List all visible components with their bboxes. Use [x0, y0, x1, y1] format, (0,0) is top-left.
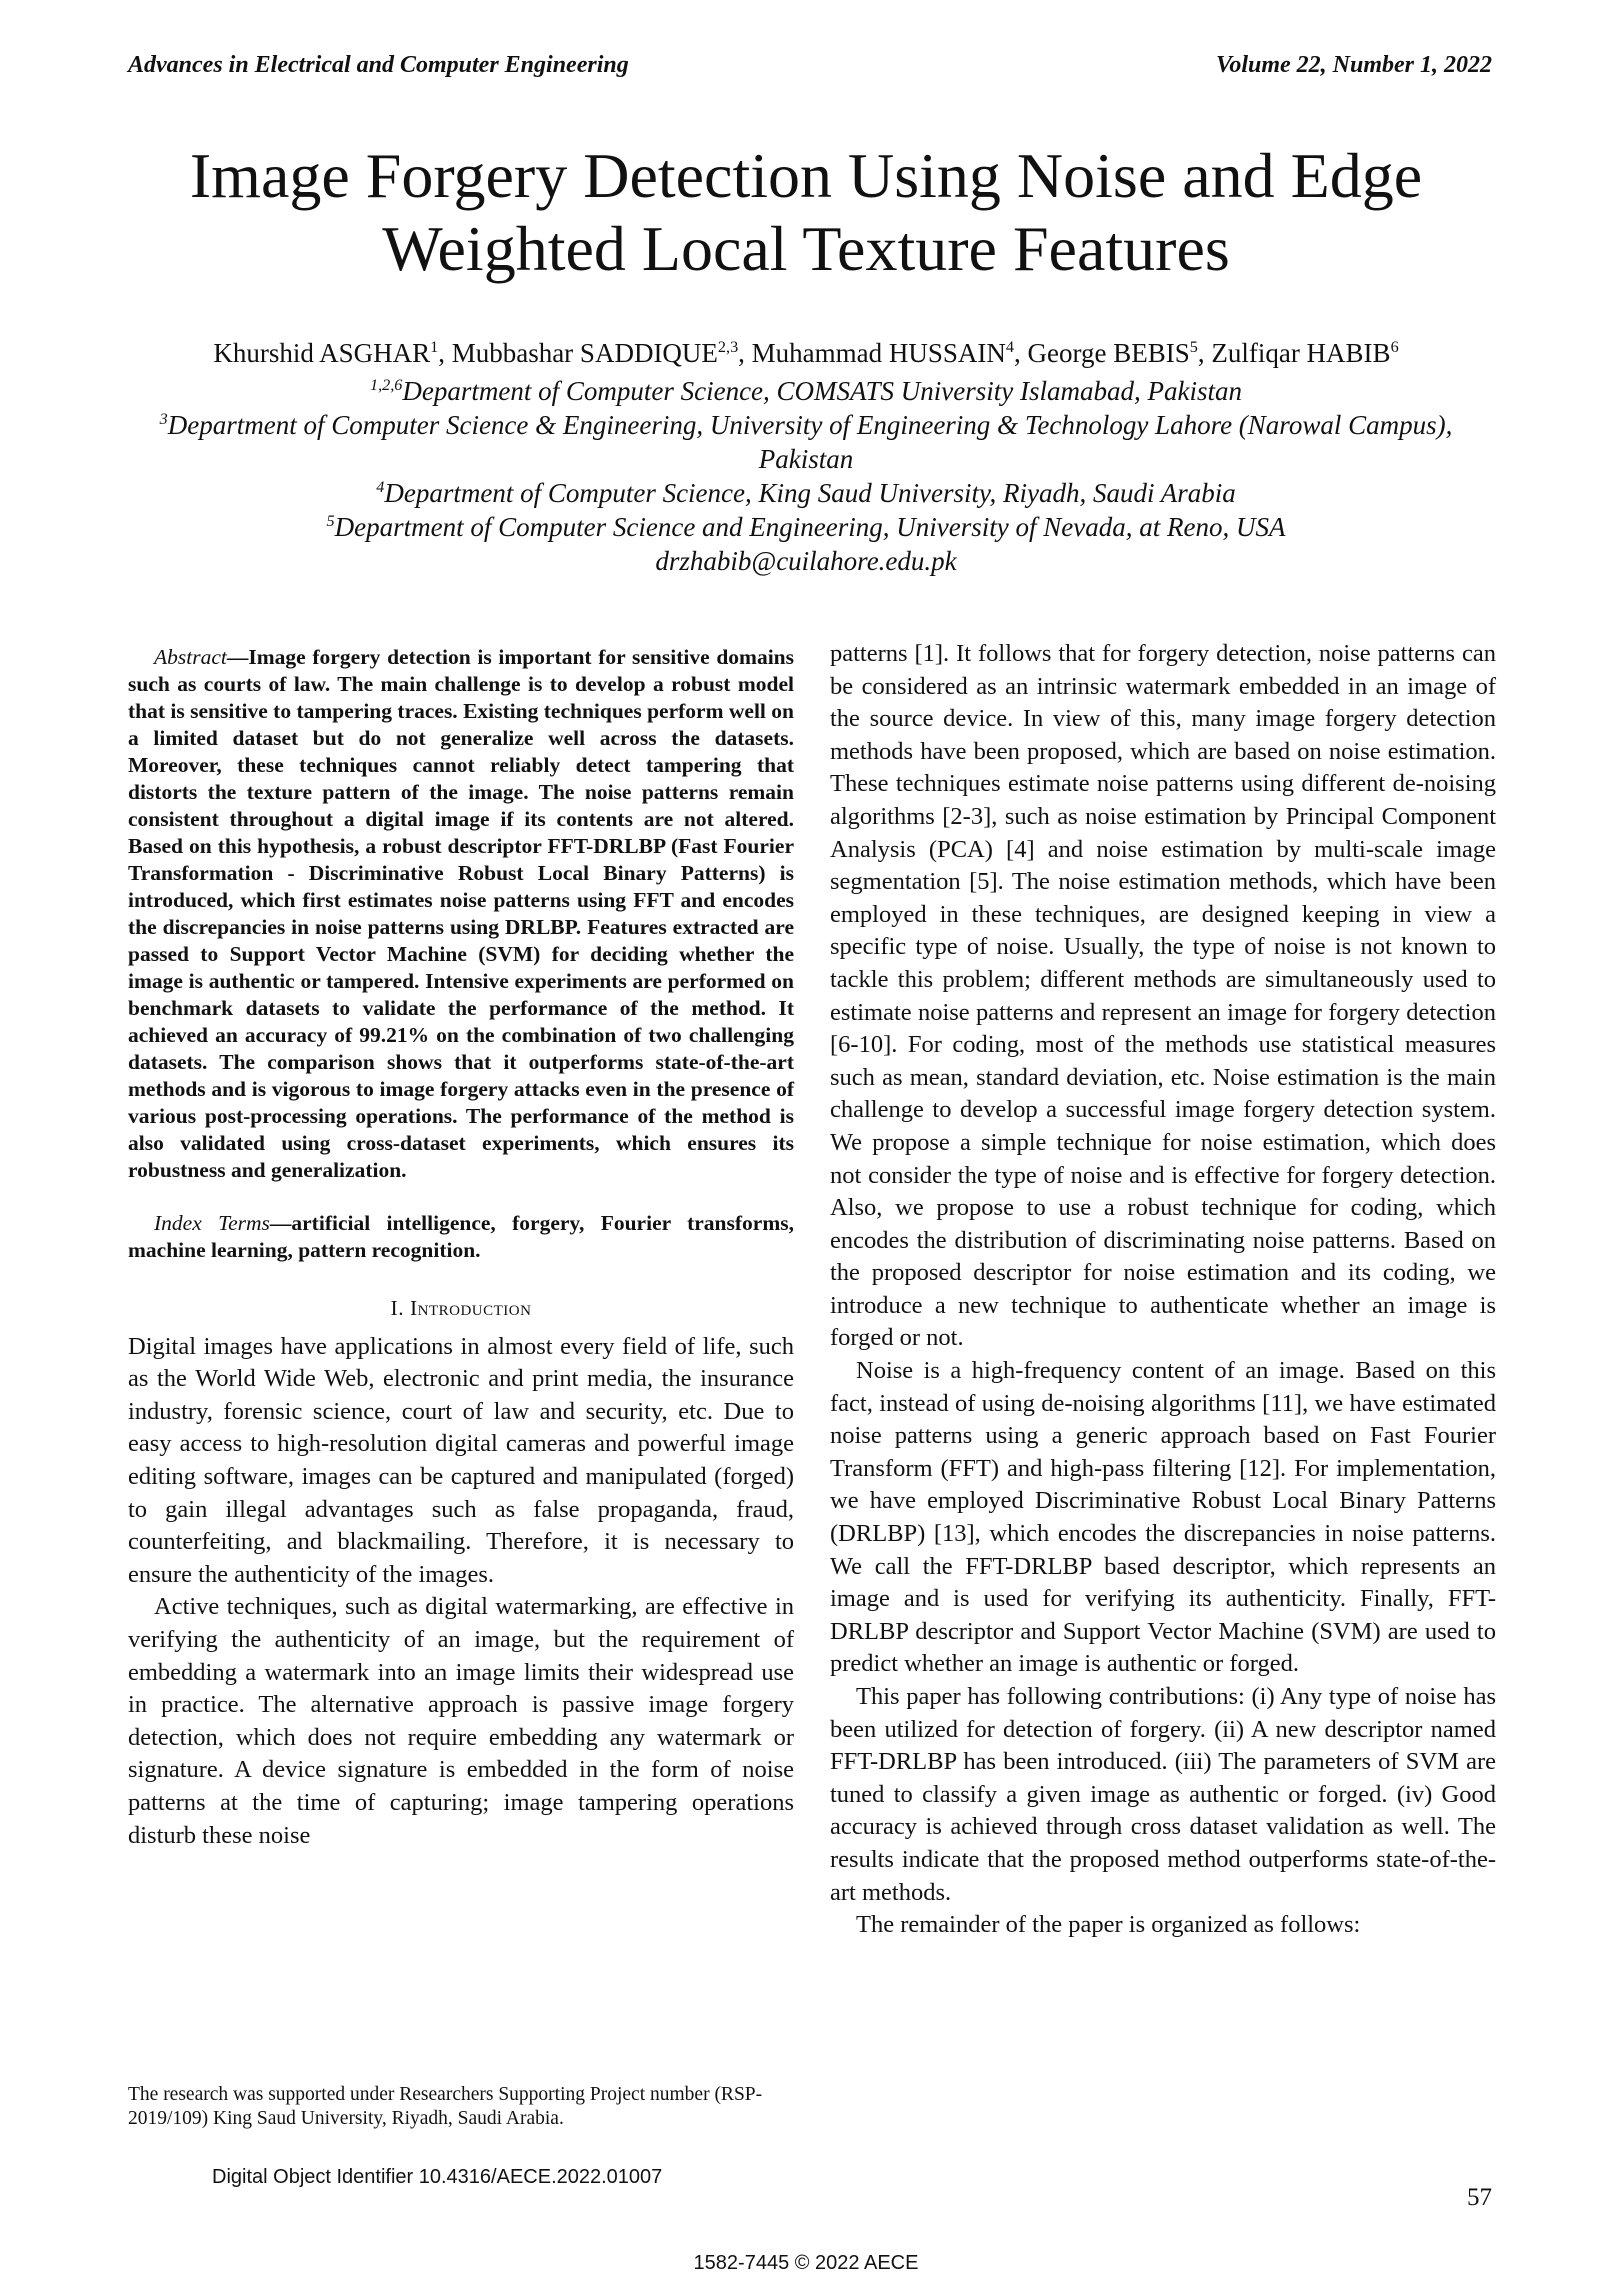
journal-name: Advances in Electrical and Computer Engineering [128, 52, 629, 78]
paper-title [120, 140, 1492, 286]
volume-info: Volume 22, Number 1, 2022 [1215, 52, 1492, 78]
affiliation: $^3$Department of Computer Science & Engineering, University of Engineering & Technology Lahore (Narowal Campus), Pakistan [159, 410, 1453, 474]
author: Mubbashar SADDIQUE$^{2,3}$, [451, 338, 752, 368]
affiliations [120, 374, 1492, 578]
title-line-1: Image Forgery Detection Using Noise and Edge [189, 140, 1423, 211]
right-column [830, 638, 1496, 1942]
body-paragraph: Active techniques, such as digital watermarking, are effective in verifying the authenticity of an image, but the requirement of embedding a watermark into an image limits their widespread use in practice. The alternative approach is passive image forgery detection, which does not require embedding any watermark or signature. A device signature is embedded in the form of noise patterns at the time of capturing; image tampering operations disturb these noise [128, 1593, 794, 1849]
funding-footnote: The research was supported under Researchers Supporting Project number (RSP-2019/109) King Saud University, Riyadh, Saudi Arabia. [128, 2084, 763, 2129]
affiliation: $^4$Department of Computer Science, King Saud University, Riyadh, Saudi Arabia [376, 478, 1236, 508]
section-heading-introduction: I. Introduction [390, 1296, 532, 1320]
author: Khurshid ASGHAR$^1$, [213, 338, 452, 368]
doi: Digital Object Identifier 10.4316/AECE.2022.01007 [212, 2166, 663, 2188]
body-paragraph: The remainder of the paper is organized as follows: [856, 1911, 1361, 1939]
author-list [120, 338, 1492, 369]
affiliation: $^{1,2,6}$Department of Computer Science, COMSATS University Islamabad, Pakistan [370, 376, 1242, 406]
index-terms: Index Terms—artificial intelligence, forgery, Fourier transforms, machine learning, pattern recognition. [128, 1211, 794, 1262]
page-number: 57 [1467, 2184, 1492, 2211]
body-paragraph: This paper has following contributions: (i) Any type of noise has been utilized for detection of forgery. (ii) A new descriptor named FFT-DRLBP has been introduced. (iii) The parameters of SVM are tuned to classify a given image as authentic or forged. (iv) Good accuracy is achieved through cross dataset validation as well. The results indicate that the proposed method outperforms state-of-the-art methods. [830, 1683, 1496, 1906]
left-column [128, 644, 794, 1852]
body-paragraph: Digital images have applications in almost every field of life, such as the World Wide Web, electronic and print media, the insurance industry, forensic science, court of law and security, etc. Due to easy access to high-resolution digital cameras and powerful image editing software, images can be captured and manipulated (forged) to gain illegal advantages such as false propaganda, fraud, counterfeiting, and blackmailing. Therefore, it is necessary to ensure the authenticity of the images. [128, 1332, 794, 1588]
body-paragraph: Noise is a high-frequency content of an image. Based on this fact, instead of using de-noising algorithms [11], we have estimated noise patterns using a generic approach based on Fast Fourier Transform (FFT) and high-pass filtering [12]. For implementation, we have employed Discriminative Robust Local Binary Patterns (DRLBP) [13], which encodes the discrepancies in noise patterns. We call the FFT-DRLBP based descriptor, which represents an image and is used for verifying its authenticity. Finally, FFT-DRLBP descriptor and Support Vector Machine (SVM) are used to predict whether an image is authentic or forged. [830, 1357, 1496, 1678]
author: Muhammad HUSSAIN$^4$, [751, 338, 1028, 368]
issn-copyright: 1582-7445 © 2022 AECE [693, 2252, 919, 2274]
email-address[interactable]: drzhabib@cuilahore.edu.pk [655, 546, 957, 576]
body-paragraph: patterns [1]. It follows that for forgery detection, noise patterns can be considered as an intrinsic watermark embedded in an image of the source device. In view of this, many image forgery detection methods have been proposed, which are based on noise estimation. These techniques estimate noise patterns using different de-noising algorithms [2-3], such as noise estimation by Principal Component Analysis (PCA) [4] and noise estimation by multi-scale image segmentation [5]. The noise estimation methods, which have been employed in these techniques, are designed keeping in view a specific type of noise. Usually, the type of noise is not known to tackle this problem; different methods are simultaneously used to estimate noise patterns and represent an image for forgery detection [6-10]. For coding, most of the methods use statistical measures such as mean, standard deviation, etc. Noise estimation is the main challenge to develop a successful image forgery detection system. We propose a simple technique for noise estimation, which does not consider the type of noise and is effective for forgery detection. Also, we propose to use a robust technique for coding, which encodes the distribution of discriminating noise patterns. Based on the proposed descriptor for noise estimation and its coding, we introduce a new technique to authenticate whether an image is forged or not. [830, 640, 1496, 1352]
affiliation: $^5$Department of Computer Science and Engineering, University of Nevada, at Reno, USA [326, 512, 1286, 542]
author: Zulfiqar HABIB$^6$ [1211, 338, 1399, 368]
title-line-2: Weighted Local Texture Features [382, 212, 1230, 284]
author: George BEBIS$^5$, [1027, 338, 1212, 368]
abstract: Abstract—Image forgery detection is important for sensitive domains such as courts of law. The main challenge is to develop a robust model that is sensitive to tampering traces. Existing techniques perform well on a limited dataset but do not generalize well across the datasets. Moreover, these techniques cannot reliably detect tampering that distorts the texture pattern of the image. The noise patterns remain consistent throughout a digital image if its contents are not altered. Based on this hypothesis, a robust descriptor FFT-DRLBP (Fast Fourier Transformation - Discriminative Robust Local Binary Patterns) is introduced, which first estimates noise patterns using FFT and encodes the discrepancies in noise patterns using DRLBP. Features extracted are passed to Support Vector Machine (SVM) for deciding whether the image is authentic or tampered. Intensive experiments are performed on benchmark datasets to validate the performance of the method. It achieved an accuracy of 99.21% on the combination of two challenging datasets. The comparison shows that it outperforms state-of-the-art methods and is vigorous to image forgery attacks even in the presence of various post-processing operations. The performance of the method is also validated using cross-dataset experiments, which ensures its robustness and generalization. [128, 645, 794, 1182]
